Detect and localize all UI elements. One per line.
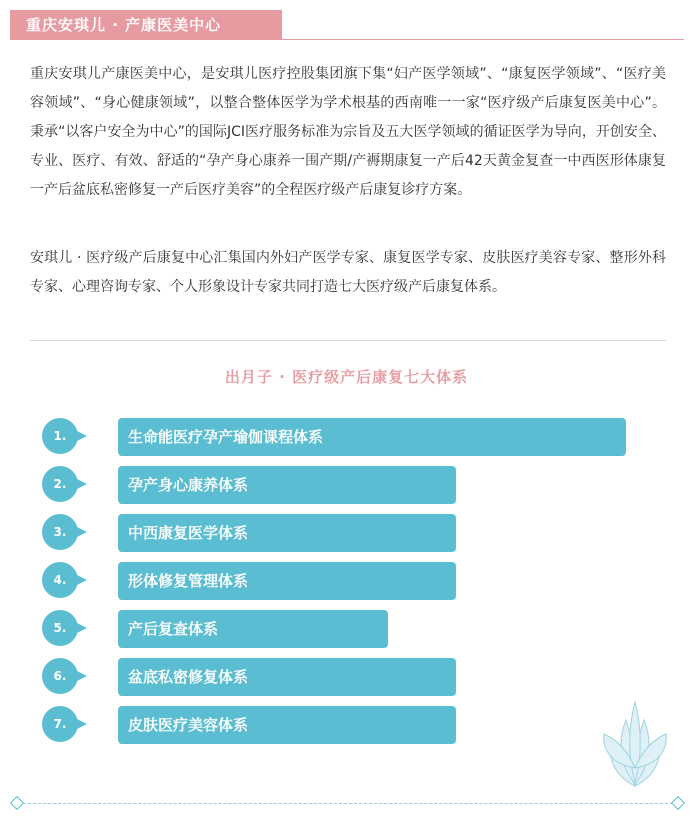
system-item-2: 孕产身心康养体系: [118, 466, 456, 504]
diamond-icon: [10, 796, 24, 810]
section-title: 出月子 · 医疗级产后康复七大体系: [224, 368, 469, 386]
system-item-6: 盆底私密修复体系: [118, 658, 456, 696]
system-item-3: 中西康复医学体系: [118, 514, 456, 552]
lotus-flower-icon: [600, 698, 670, 790]
footer-dashed-line: [18, 803, 678, 804]
system-number-3: 3.: [42, 514, 78, 550]
diamond-icon: [671, 796, 685, 810]
system-item-5: 产后复查体系: [118, 610, 388, 648]
system-number-1: 1.: [42, 418, 78, 454]
intro-paragraph-2: 安琪儿 · 医疗级产后康复中心汇集国内外妇产医学专家、康复医学专家、皮肤医疗美容专家、整形外科专家、心理咨询专家、个人形象设计专家共同打造七大医疗级产后康复体系。: [30, 250, 666, 295]
system-number-5: 5.: [42, 610, 78, 646]
intro-paragraph-1: 重庆安琪儿产康医美中心，是安琪儿医疗控股集团旗下集“妇产医学领域”、“康复医学领域”、“医疗美容领域”、“身心健康领域”，以整合整体医学为学术根基的西南唯一一家“医疗级产后康复医美中心”。秉承“以客户安全为中心”的国际JCI医疗服务标准为宗旨及五大医学领域的循证医学为导向，开创安全、专业、医疗、有效、舒适的“孕产身心康养一围产期/产褥期康复一产后42天黄金复查一中西医形体康复一产后盆底私密修复一产后医疗美容”的全程医疗级产后康复诊疗方案。: [30, 66, 666, 198]
system-item-4: 形体修复管理体系: [118, 562, 456, 600]
system-number-2: 2.: [42, 466, 78, 502]
system-number-6: 6.: [42, 658, 78, 694]
page-title: 重庆安琪儿 · 产康医美中心: [26, 16, 222, 34]
header-underline: [282, 39, 684, 40]
system-number-7: 7.: [42, 706, 78, 742]
system-item-1: 生命能医疗孕产瑜伽课程体系: [118, 418, 626, 456]
divider: [30, 340, 666, 341]
system-item-7: 皮肤医疗美容体系: [118, 706, 456, 744]
system-number-4: 4.: [42, 562, 78, 598]
